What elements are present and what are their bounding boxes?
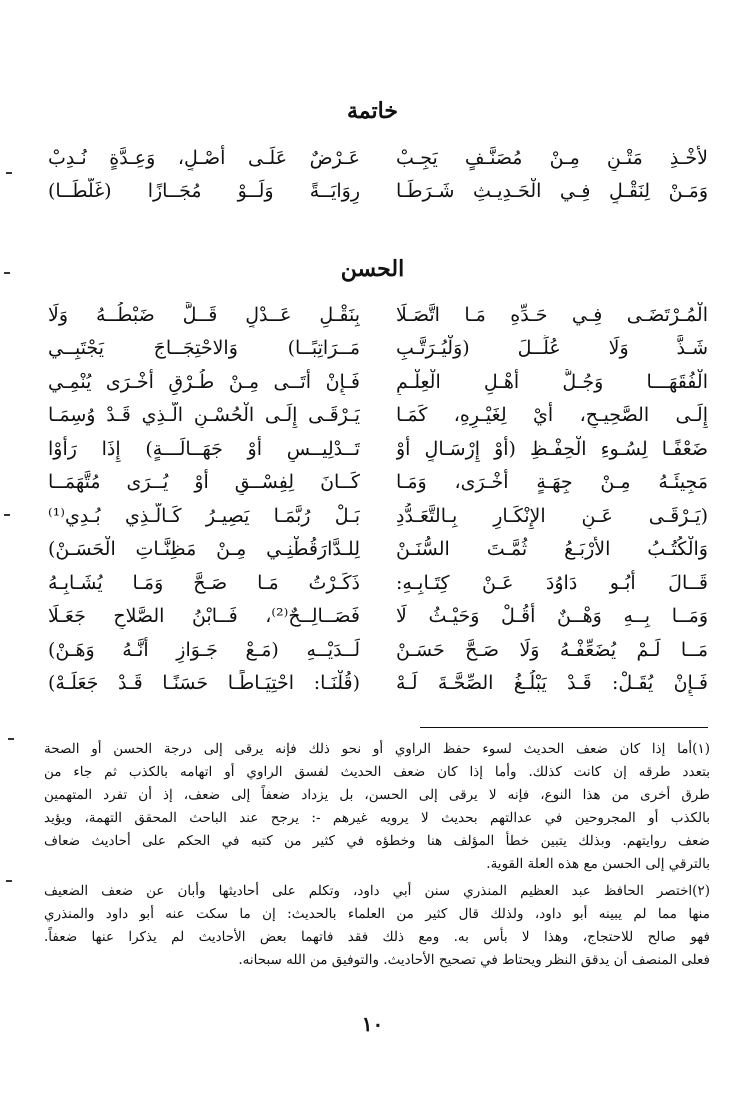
verse-first-hemistich: مَــا لَـمْ يُضَعِّفْـهُ وَلَا صَـحَّ حَسَـنْ — [396, 638, 708, 661]
verse-first-hemistich: مَجِيئَـهُ مِـنْ جِهَـةٍ أُخْـرَى، وَمَـا — [396, 471, 708, 494]
verse-second-hemistich: لِلـدَّارَقُطْنِـي مِـنْ مَظِنَّـاتِ الْحَسَـنْ) — [48, 538, 360, 561]
verse-row — [48, 566, 708, 600]
footnote-line: فهو صالح للاحتجاج، وهذا لا بأس به. ومع ذلك فقد فاتهما بعض الأحاديث لم يذكرا عنها ضعفاً. — [44, 929, 710, 945]
page-number: ١٠ — [361, 1012, 384, 1036]
verse-row — [48, 298, 708, 332]
footnote-line: بتعدد طرقه إن كانت كذلك. وأما إذا كان ضعف الحديث لفسق الراوي أو اتهامه بالكذب ثم جاء من — [44, 764, 710, 780]
verse-second-hemistich: مَــرَاتِبًــا) وَالاحْتِجَــاجَ يَجْتَبِــي — [48, 337, 360, 360]
verse-row — [48, 141, 708, 175]
verse-row — [48, 432, 708, 466]
verse-row — [48, 533, 708, 567]
verse-second-hemistich: فَـإِنْ أَتَــى مِـنْ طُـرْقٍ أُخْـرَى يُنْمِـي — [48, 370, 360, 393]
verse-first-hemistich: وَالْكُتُـبُ الأَرْبَـعُ ثُمَّـتَ السُّنَـنْ — [396, 538, 708, 561]
verse-first-hemistich: لأَخْـذِ مَتْـنٍ مِـنْ مُصَنَّـفٍ يَجِـبْ — [396, 146, 708, 169]
scan-edge-mark — [6, 172, 12, 174]
verse-second-hemistich: ذَكَـرْتُ مَـا صَـحَّ وَمَـا يُشَـابِـهُ — [48, 571, 360, 594]
verse-first-hemistich: قَــالَ أَبُـو دَاوُدَ عَـنْ كِتَـابِـهِ: — [396, 571, 708, 594]
verse-second-hemistich: فَصَــالِــحٌ⁽²⁾، فَــابْنُ الصَّلاحِ جَعَـلَا — [48, 605, 360, 628]
verse-first-hemistich: وَمَـنْ لِنَقْـلٍ فِـي الْحَـدِيـثِ شَـرَطَـا — [396, 180, 708, 203]
verse-first-hemistich: شَـذَّ وَلَا عُلِّــلَ (وَلْيُـرَتَّـبِ — [396, 337, 708, 360]
scan-edge-mark — [4, 272, 10, 274]
verse-row — [48, 399, 708, 433]
verse-first-hemistich: الْفُقَهَـــا وَجُـلُّ أَهْـلِ الْعِلْـمِ — [396, 370, 708, 393]
verse-second-hemistich: رِوَايَــةً وَلَــوْ مُجَــازًا (غَلَّطَــا) — [48, 180, 360, 203]
verse-second-hemistich: يَـرْقَـى إِلَـى الْحُسْـنِ الَّـذِي قَـدْ وُسِمَـا — [48, 404, 360, 427]
verse-block-khatima — [48, 141, 708, 208]
section-heading-khatima: خاتمة — [347, 98, 398, 124]
verse-second-hemistich: لَــدَيْــهِ (مَـعْ جَـوَازِ أَنَّـهُ وَهَـنْ) — [48, 638, 360, 661]
scan-edge-mark — [8, 738, 14, 740]
footnote-line: منها مما لم يبينه أبو داود، ولذلك قال كثير من العلماء بالحديث: إن ما سكت عنه أبو داود والمنذري — [44, 906, 710, 922]
footnote-2 — [44, 880, 710, 972]
verse-row — [48, 332, 708, 366]
verse-row — [48, 667, 708, 701]
verse-row — [48, 365, 708, 399]
footnote-separator — [420, 727, 708, 728]
footnote-line: (١)أما إذا كان ضعف الحديث لسوء حفظ الراوي أو نحو ذلك فإنه يرقى إلى درجة الحسن أو الصحة — [44, 741, 710, 757]
verse-row — [48, 633, 708, 667]
verse-first-hemistich: وَمَــا بِــهِ وَهْــنٌ أَقُـلْ وَحَيْـثُ لَا — [396, 605, 708, 628]
scan-edge-mark — [6, 880, 12, 882]
footnote-line: طرق أخرى من هذا النوع، فإنه لا يرقى إلى الحسن، بل يزداد ضعفاً إلى ضعف، إذ أن تفرد المتهمين — [44, 787, 710, 803]
verse-second-hemistich: تَــدْلِيــسٍ أَوْ جَهَــالَـــةٍ) إِذَا رَأَوْا — [48, 437, 360, 460]
verse-first-hemistich: الْمُـرْتَضَـى فِـي حَـدِّهِ مَـا اتَّصَـلَا — [396, 303, 708, 326]
footnotes — [44, 738, 710, 972]
verse-row — [48, 175, 708, 209]
verse-block-hasan — [48, 298, 708, 700]
footnote-1 — [44, 738, 710, 876]
verse-first-hemistich: إِلَـى الصَّحِيـحِ، أَيْ لِغَيْـرِهِ، كَمَـا — [396, 404, 708, 427]
footnote-line: (٢)اختصر الحافظ عبد العظيم المنذري سنن أبي داود، وتكلم على أحاديثها وأبان عن ضعف الضعيف — [44, 883, 710, 899]
verse-second-hemistich: بَـلْ رُبَّمَـا يَصِيـرُ كَـالَّـذِي بُـدِي⁽¹⁾ — [48, 504, 360, 527]
footnote-line: فعلى المنصف أن يدقق النظر ويحتاط في تصحيح الأحاديث. والتوفيق من الله سبحانه. — [238, 952, 710, 968]
verse-second-hemistich: عَـرْضٌ عَلَـى أَصْـلٍ، وَعِـدَّةٍ نُـدِبْ — [48, 146, 360, 169]
verse-row — [48, 600, 708, 634]
verse-second-hemistich: كَــانَ لِفِسْــقٍ أَوْ يُــرَى مُتَّهَمَــا — [48, 471, 360, 494]
verse-row — [48, 466, 708, 500]
scan-edge-mark — [4, 514, 10, 516]
footnote-line: ضعف روايتهم. وبذلك يتبين خطأ المؤلف هنا وخطؤه في كثير من كتبه في الحكم على أحاديث ضعاف — [44, 833, 710, 849]
footnote-line: بالكذب أو المجروحين في عدالتهم بحديث لا يرويه غيرهم -: يرجح عند الباحث المحقق التهمة، ويؤيد — [44, 810, 710, 826]
verse-first-hemistich: (يَـرْقَـى عَـنِ الإِنْكَـارِ بِـالتَّعَـدُّدِ — [396, 504, 708, 527]
verse-second-hemistich: (قُلْنَـا: احْتِيَـاطًـا حَسَنًـا قَـدْ جَعَلَـهْ) — [48, 672, 360, 695]
verse-first-hemistich: فَـإِنْ يُقَـلْ: قَـدْ يَبْلُـغُ الصِّحَّـةَ لَـهْ — [396, 672, 708, 695]
footnote-line: بالترقي إلى الحسن مع هذه العلة القوية. — [486, 856, 710, 872]
verse-row — [48, 499, 708, 533]
verse-first-hemistich: ضَعْفًـا لِسُـوءِ الْحِفْـظِ (أَوْ إِرْسَـالٍ أَوْ — [396, 437, 708, 460]
section-heading-hasan: الحسن — [340, 256, 405, 282]
verse-second-hemistich: بِنَقْـلِ عَــدْلٍ قَــلَّ ضَبْطُــهُ وَلَا — [48, 303, 360, 326]
